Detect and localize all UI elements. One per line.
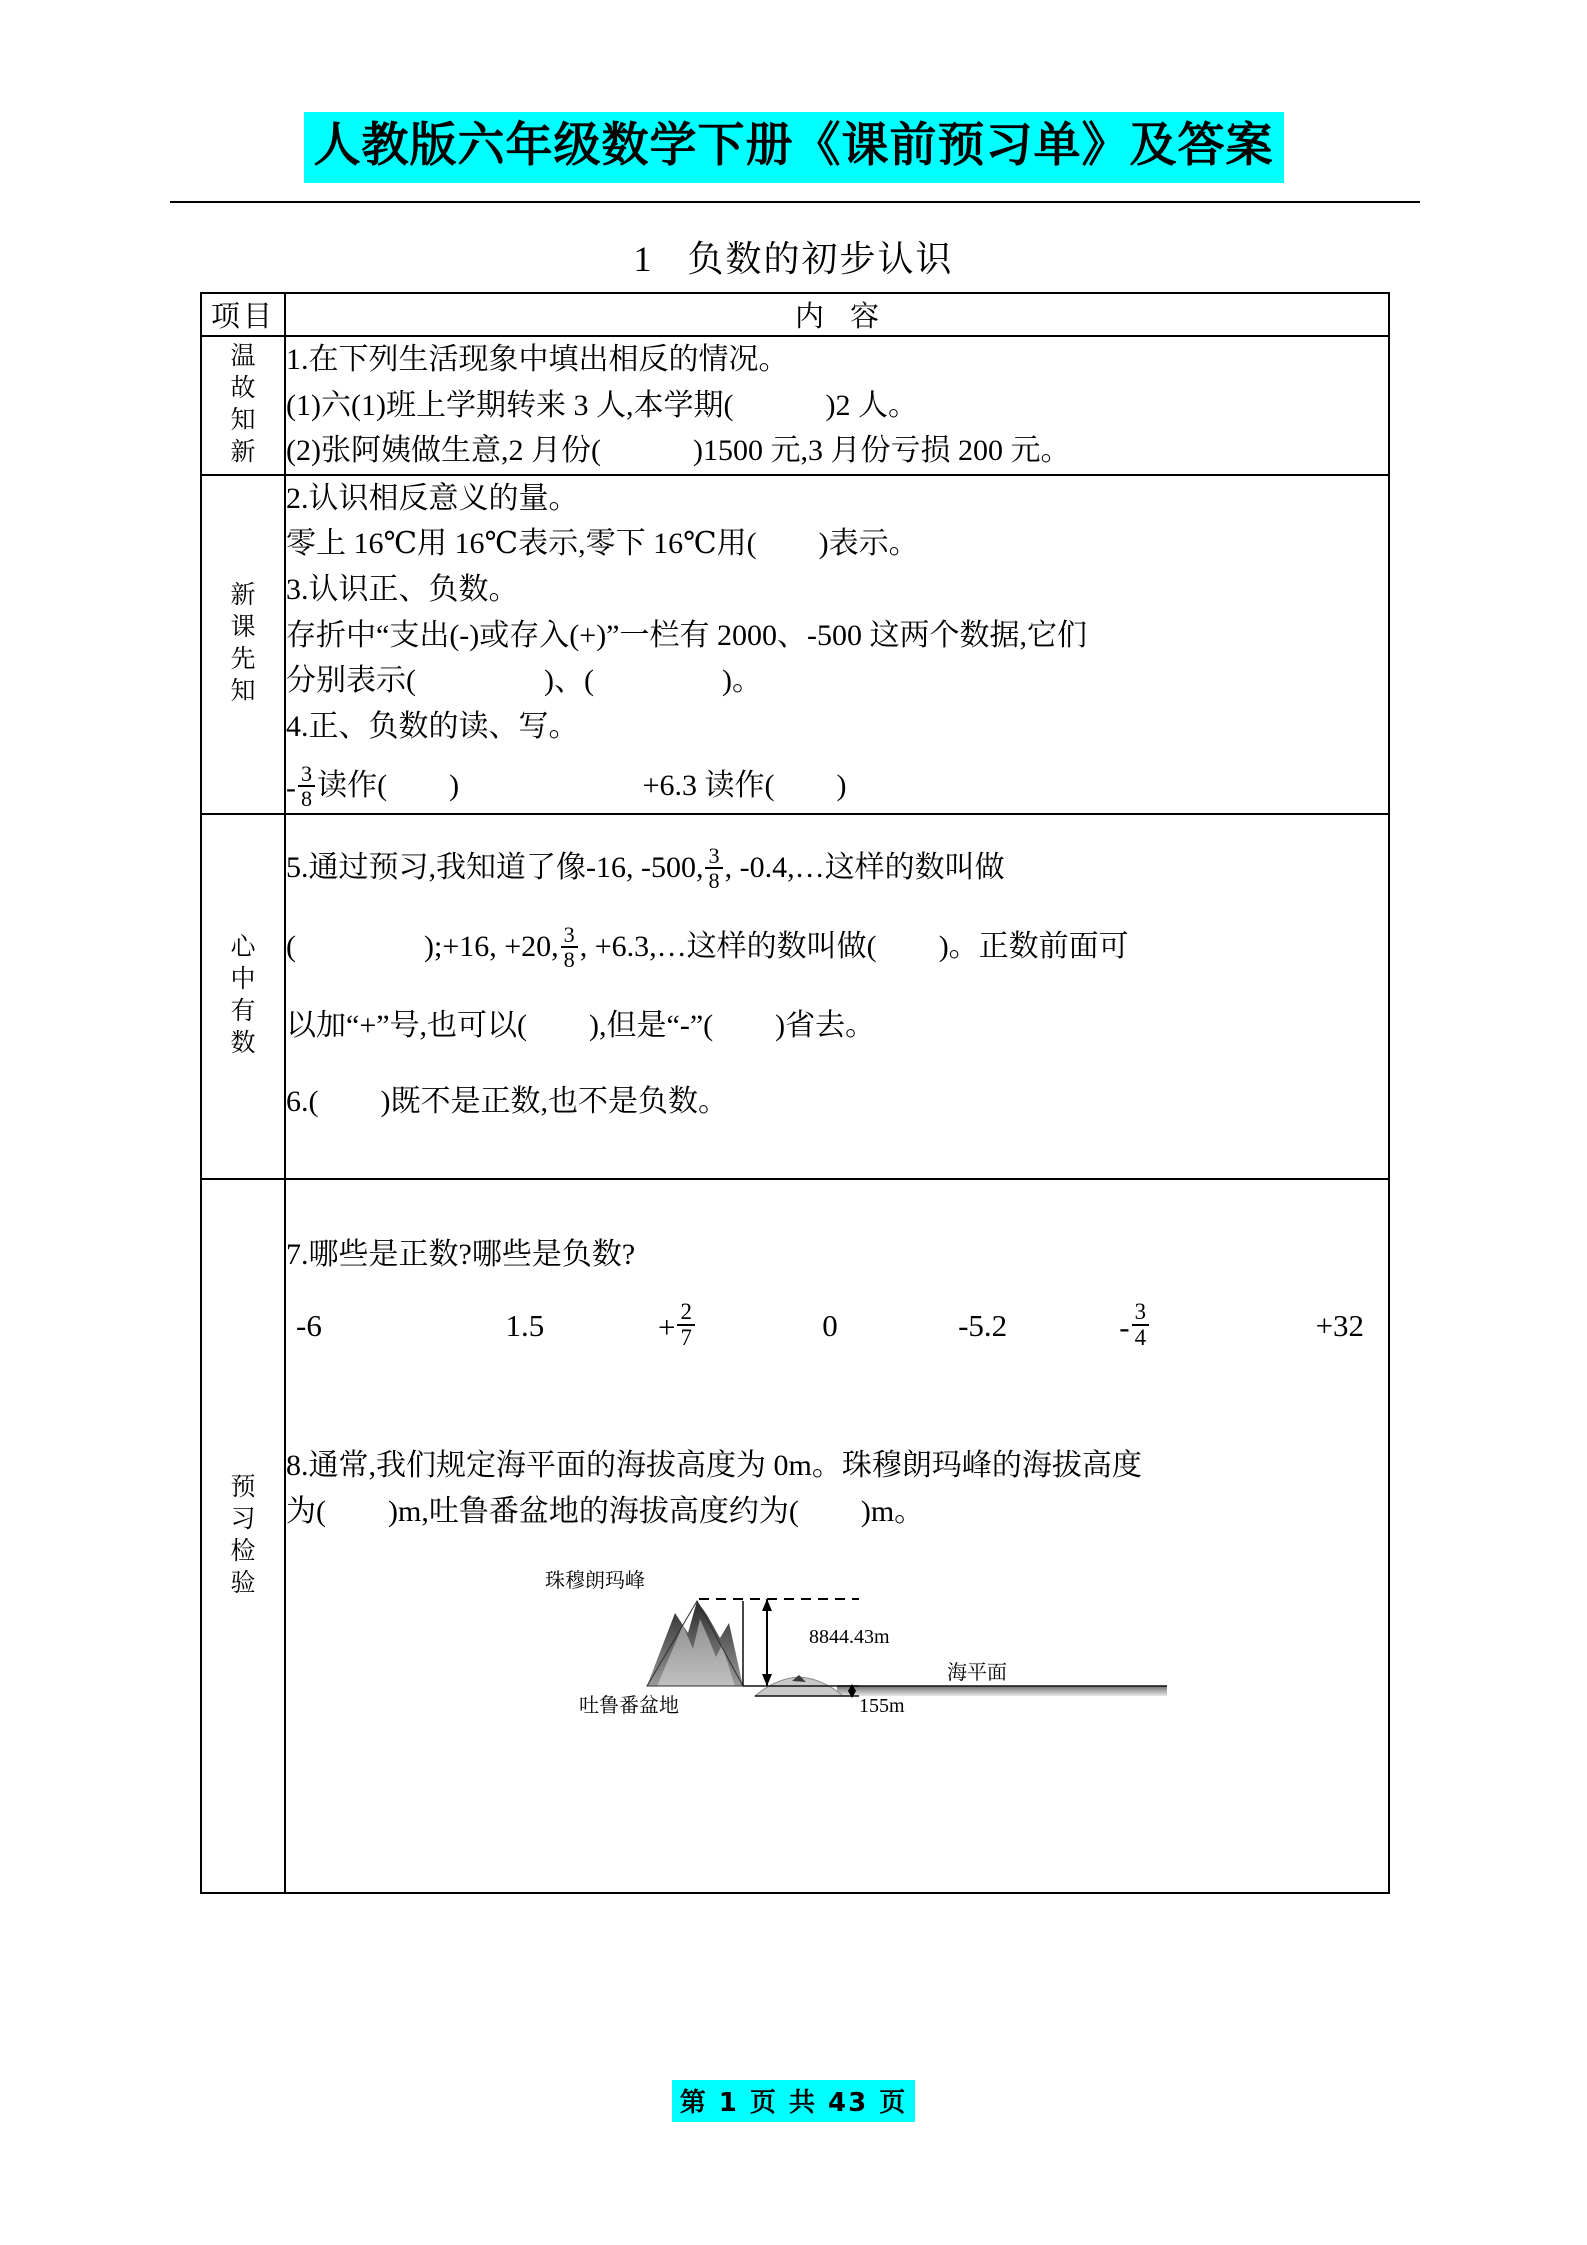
question-7-title: 7.哪些是正数?哪些是负数?: [286, 1238, 636, 1272]
fraction-sign: -: [1119, 1309, 1130, 1345]
row-label-char: 先: [230, 646, 256, 674]
q3-prefix: 分别表示(: [286, 664, 416, 698]
table-row: [201, 475, 1389, 814]
header-cell-item: 项目: [201, 293, 285, 336]
q1-2-suffix: )1500 元,3 月份亏损 200 元。: [692, 434, 1071, 468]
row-label-char: 检: [230, 1538, 256, 1566]
question-1-title: 1.在下列生活现象中填出相反的情况。: [286, 343, 789, 376]
document-title-container: [0, 112, 1587, 183]
fraction-numerator: 3: [301, 761, 313, 787]
row-content-check: [285, 1179, 1389, 1893]
fraction-three-eighths: [705, 844, 722, 892]
row-label-char: 温: [230, 343, 256, 371]
q4-minus-sign: -: [286, 771, 296, 805]
row-label-char: 验: [230, 1570, 256, 1598]
row-label-char: 新: [230, 439, 256, 467]
q6-prefix: 6.(: [286, 1084, 319, 1118]
page-footer: [0, 2080, 1587, 2122]
q3-suffix: )。: [721, 664, 762, 698]
q8-suffix: )m。: [860, 1495, 925, 1529]
header-content-right: 容: [850, 301, 880, 333]
lesson-heading: [0, 237, 1587, 282]
number-item: 0: [822, 1308, 838, 1343]
fraction-three-fourths: [1132, 1300, 1149, 1350]
question-3-title: 3.认识正、负数。: [286, 572, 519, 606]
diagram-label-everest: 珠穆朗玛峰: [545, 1569, 645, 1592]
question-4-title: 4.正、负数的读、写。: [286, 709, 579, 743]
fraction-denominator: 4: [1132, 1324, 1149, 1350]
fraction-numerator: 3: [708, 842, 720, 868]
q1-2-prefix: (2)张阿姨做生意,2 月份(: [286, 434, 601, 468]
lesson-title: 负数的初步认识: [687, 239, 954, 279]
row-label-char: 知: [230, 678, 256, 706]
q1-1-prefix: (1)六(1)班上学期转来 3 人,本学期(: [286, 388, 734, 422]
row-label-char: 知: [230, 407, 256, 435]
q4-second-prefix: +6.3 读作(: [642, 769, 775, 803]
row-label-char: 课: [230, 614, 256, 642]
row-label-char: 习: [230, 1506, 256, 1534]
row-content-review: [285, 336, 1389, 475]
row-label-newlesson: [201, 475, 285, 814]
fraction-denominator: 8: [705, 867, 722, 892]
question-2-title: 2.认识相反意义的量。: [286, 481, 579, 515]
number-item-fraction: [601, 1300, 754, 1352]
question-5-line3: [286, 1003, 1388, 1049]
diagram-value-basin-depth: 155m: [859, 1694, 905, 1717]
q8-prefix: 为(: [286, 1495, 326, 1529]
question-5-line2: [286, 921, 1388, 973]
q4-second-suffix: ): [836, 769, 847, 803]
elevation-diagram-container: [286, 1553, 1388, 1733]
question-2-body: [286, 521, 1388, 567]
question-1-item-1: [286, 383, 1388, 429]
number-item: -6: [296, 1308, 322, 1343]
number-item: +32: [1315, 1308, 1365, 1343]
question-3-body-line1: 存折中“支出(-)或存入(+)”一栏有 2000、-500 这两个数据,它们: [286, 618, 1087, 652]
question-1-item-2: [286, 428, 1388, 474]
q6-suffix: )既不是正数,也不是负数。: [380, 1084, 728, 1118]
row-label-understanding: [201, 814, 285, 1180]
q5-line3-c: )省去。: [775, 1008, 876, 1042]
table-row: [201, 1179, 1389, 1893]
arrow-head-down: [762, 1674, 772, 1686]
question-6-body: [286, 1079, 1388, 1125]
q4-read-prefix: 读作(: [317, 769, 388, 803]
number-item-fraction: [1059, 1300, 1212, 1352]
fraction-numerator: 2: [680, 1298, 692, 1324]
fraction-numerator: 3: [1134, 1298, 1147, 1324]
lesson-number: 1: [633, 239, 654, 279]
row-label-char: 新: [230, 582, 256, 610]
diagram-value-everest-height: 8844.43m: [809, 1625, 890, 1648]
diagram-label-turpan: 吐鲁番盆地: [579, 1694, 679, 1717]
q5-tail: , +6.3,…这样的数叫做(: [579, 929, 877, 963]
q8-mid: )m,吐鲁番盆地的海拔高度约为(: [388, 1495, 799, 1529]
table-header-row: [201, 293, 1389, 336]
page-number-text: 第 1 页 共 43 页: [672, 2080, 916, 2122]
q5-tail2: )。正数前面可: [938, 929, 1129, 963]
header-cell-content: [285, 293, 1389, 336]
q5-open-paren: (: [286, 929, 296, 963]
q2-suffix: )表示。: [818, 527, 919, 561]
elevation-diagram: [507, 1553, 1167, 1733]
table-row: [201, 814, 1389, 1180]
q1-1-suffix: )2 人。: [825, 388, 918, 422]
question-7-number-list: [286, 1300, 1388, 1352]
row-content-understanding: [285, 814, 1389, 1180]
fraction-denominator: 8: [298, 785, 315, 810]
row-label-char: 故: [230, 375, 256, 403]
header-content-left: 内: [794, 301, 824, 333]
row-label-char: 中: [230, 966, 256, 994]
diagram-label-sealevel: 海平面: [947, 1661, 1007, 1684]
row-content-newlesson: [285, 475, 1389, 814]
q5-line3-b: ),但是“-”(: [589, 1008, 714, 1042]
page-title: 人教版六年级数学下册《课前预习单》及答案: [304, 112, 1284, 183]
question-8-line2: [286, 1489, 1388, 1535]
fraction-sign: +: [657, 1309, 676, 1345]
q2-prefix: 零上 16℃用 16℃表示,零下 16℃用(: [286, 527, 757, 561]
row-label-check: [201, 1179, 285, 1893]
question-5-line1: [286, 842, 1388, 894]
arrow-head-up: [762, 1599, 772, 1611]
question-4-body: [286, 763, 1388, 812]
q4-read-suffix: ): [449, 769, 460, 803]
row-label-review: [201, 336, 285, 475]
q5-line3-a: 以加“+”号,也可以(: [286, 1008, 528, 1042]
fraction-denominator: 8: [561, 946, 578, 971]
fraction-three-eighths: [561, 923, 578, 971]
number-item: -5.2: [958, 1308, 1008, 1343]
table-row: [201, 336, 1389, 475]
title-divider: [170, 201, 1420, 203]
row-label-char: 预: [230, 1474, 256, 1502]
question-3-body-line2: [286, 658, 1388, 704]
number-item: 1.5: [505, 1308, 545, 1343]
q5-after-blank: );+16, +20,: [424, 929, 559, 963]
fraction-numerator: 3: [563, 921, 575, 947]
fraction-two-sevenths: [677, 1300, 694, 1350]
q5-prefix: 5.通过预习,我知道了像-16, -500,: [286, 850, 704, 884]
row-label-char: 有: [230, 998, 256, 1026]
q5-mid: , -0.4,…这样的数叫做: [724, 850, 1005, 884]
question-8-line1: 8.通常,我们规定海平面的海拔高度为 0m。珠穆朗玛峰的海拔高度: [286, 1449, 1142, 1483]
fraction-three-eighths: [298, 762, 315, 810]
row-label-char: 心: [230, 934, 256, 962]
fraction-denominator: 7: [677, 1324, 694, 1350]
preview-sheet-table: [200, 292, 1390, 1894]
row-label-char: 数: [230, 1030, 256, 1058]
q3-mid: )、(: [544, 664, 594, 698]
